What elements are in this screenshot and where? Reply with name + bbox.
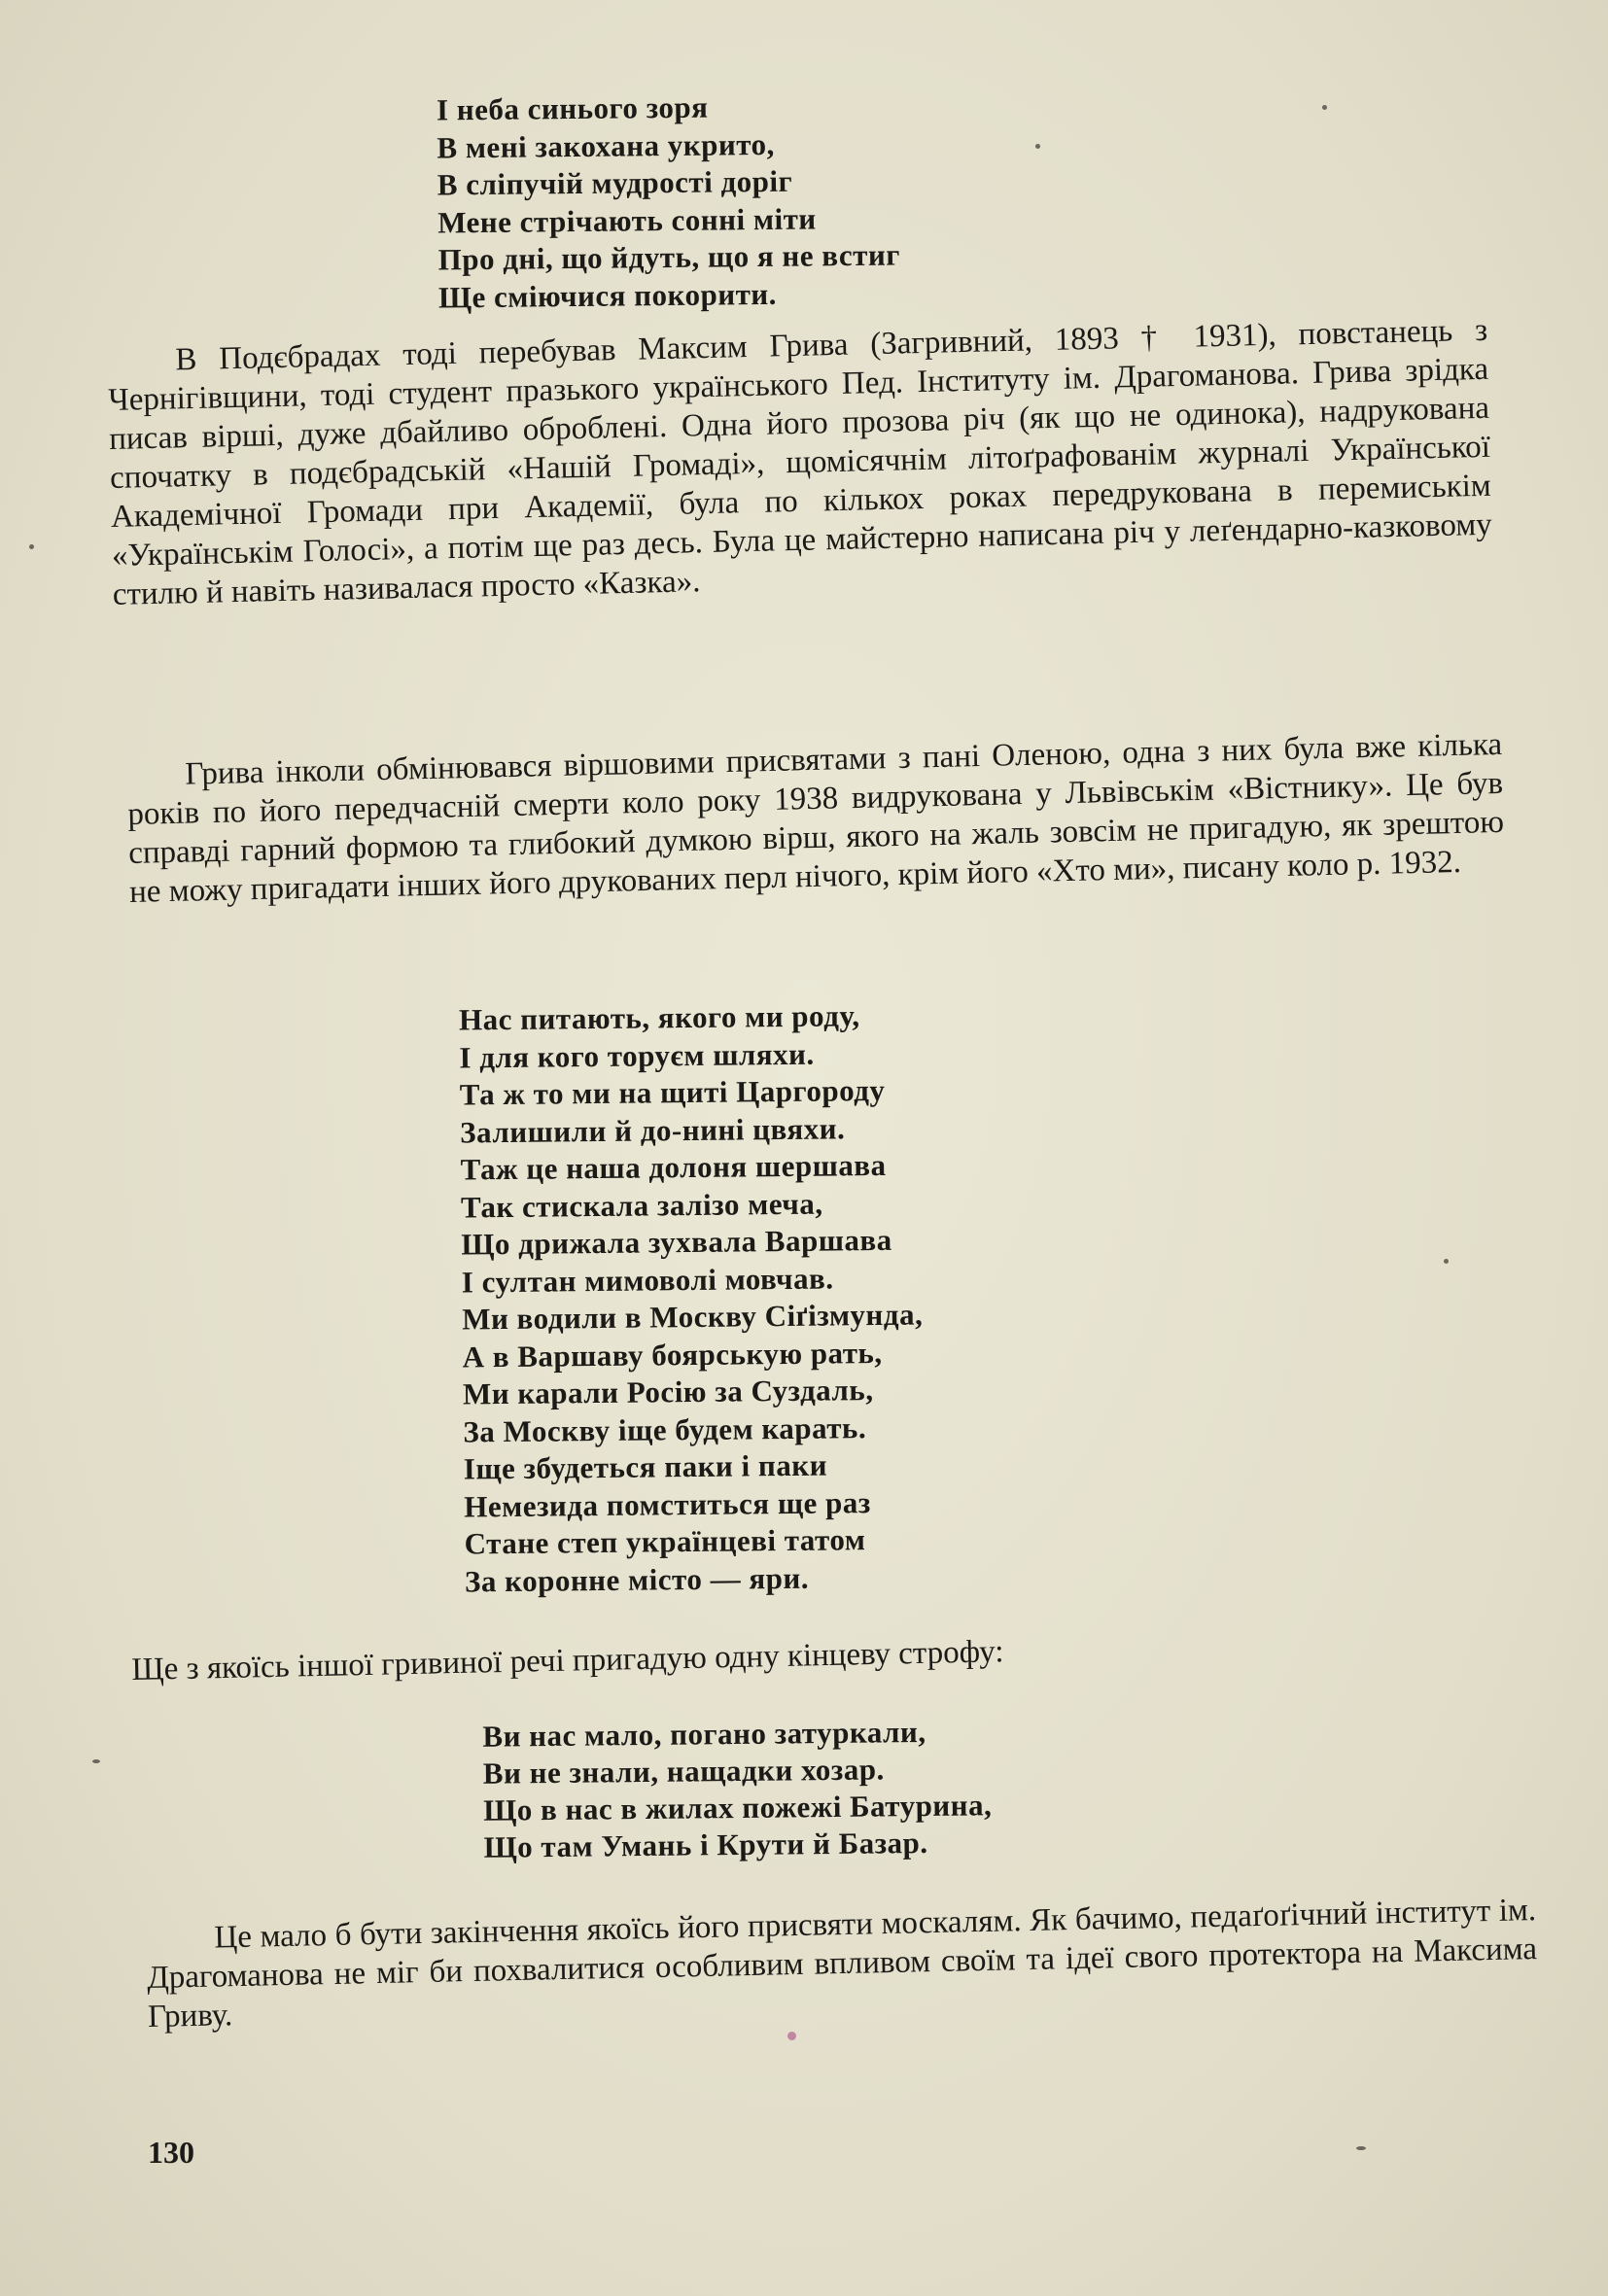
paper-speck: [787, 2032, 796, 2040]
poem-line: І неба синього зоря: [436, 89, 709, 127]
poem-line: За коронне місто — яри.: [464, 1560, 810, 1598]
poem-line: Ми водили в Москву Сіґізмунда,: [462, 1297, 924, 1337]
poem-line: Що там Умань і Крути й Базар.: [483, 1825, 928, 1864]
poem-line: Та ж то ми на щиті Царгороду: [459, 1072, 886, 1112]
paragraph-closing: Це мало б бути закінчення якоїсь його присвяти москалям. Як бачимо, педаґоґічний інститут ім. Драгоманова не міг би похвалитися особливим впливом своїм та ідеї свого протектора на Максима Гриву.: [146, 1893, 1538, 2035]
poem-line: В мені закохана укрито,: [437, 126, 775, 164]
poem-line: Іще збудеться паки і паки: [463, 1447, 828, 1486]
poem-line: Ви нас мало, погано затуркали,: [482, 1714, 926, 1754]
poem-line: Так стискала залізо меча,: [460, 1186, 823, 1224]
poem-stanza-opening: [437, 87, 901, 317]
poem-line: І для кого торуєм шляхи.: [459, 1036, 815, 1074]
poem-line: Таж це наша долоня шершава: [460, 1147, 887, 1187]
poem-line: Що в нас в жилах пожежі Батурина,: [483, 1788, 993, 1827]
page-number: 130: [148, 2135, 194, 2170]
paper-speck: [92, 1759, 100, 1763]
poem-line: Ви не знали, нащадки хозар.: [482, 1752, 885, 1791]
poem-final-stanza: [482, 1713, 993, 1865]
poem-line: Ще сміючися покорити.: [437, 276, 778, 314]
poem-who-are-we: [459, 997, 926, 1601]
poem-line: Залишили й до-нині цвяхи.: [460, 1110, 846, 1149]
poem-line: В сліпучій мудрості доріг: [437, 163, 793, 202]
poem-line: А в Варшаву боярськую рать,: [462, 1335, 883, 1374]
poem-line: Стане степ українцеві татом: [464, 1522, 866, 1561]
poem-line: І султан мимоволі мовчав.: [461, 1260, 834, 1299]
poem-line: Що дрижала зухвала Варшава: [461, 1222, 892, 1262]
paragraph-hryva-intro: В Подєбрадах тоді перебував Максим Грива (Загривний, 1893 † 1931), повстанець з Чернігівщини, тоді студент празького українського Пед. Інституту ім. Драгоманова. Грива зрідка писав вірші, дуже дбайливо оброблені. Одна його прозова річ (як що не одинока), надрукована спочатку в подєбрадській «Нашій Громаді», щомісячнім літоґрафованім журналі Української Академічної Громади при Академії, була по кількох роках передрукована в перемиськім «Українськім Голосі», а потім ще раз десь. Була це майстерно написана річ у леґендарно-казковому стилю й навіть називалася просто «Казка».: [107, 312, 1493, 612]
poem-line: Ми карали Росію за Суздаль,: [462, 1373, 874, 1411]
paper-speck: [1322, 105, 1327, 110]
paper-speck: [29, 544, 34, 549]
poem-line: Мене стрічають сонні міти: [437, 200, 817, 239]
poem-line: Немезида помститься ще раз: [464, 1484, 871, 1523]
poem-line: Нас питають, якого ми роду,: [458, 998, 860, 1037]
paper-speck: [1035, 144, 1040, 149]
poem-line: Про дні, що йдуть, що я не встиг: [437, 237, 900, 277]
paper-speck: [1444, 1259, 1449, 1264]
paper-speck: [1356, 2146, 1366, 2150]
paragraph-dedications: Грива інколи обмінювався віршовими присвятами з пані Оленою, одна з них була вже кілька років по його передчасній смерти коло року 1938 видрукована у Львівськім «Вістнику». Це був справді гарний формою та глибокий думкою вірш, якого на жаль зовсім не пригадую, як зрештою не можу пригадати інших його друкованих перл нічого, крім його «Хто ми», писану коло р. 1932.: [126, 726, 1505, 910]
poem-line: За Москву іще будем карать.: [463, 1409, 867, 1448]
stanza-intro-line: Ще з якоїсь іншої гривиної речі пригадую одну кінцеву строфу:: [131, 1634, 1004, 1687]
